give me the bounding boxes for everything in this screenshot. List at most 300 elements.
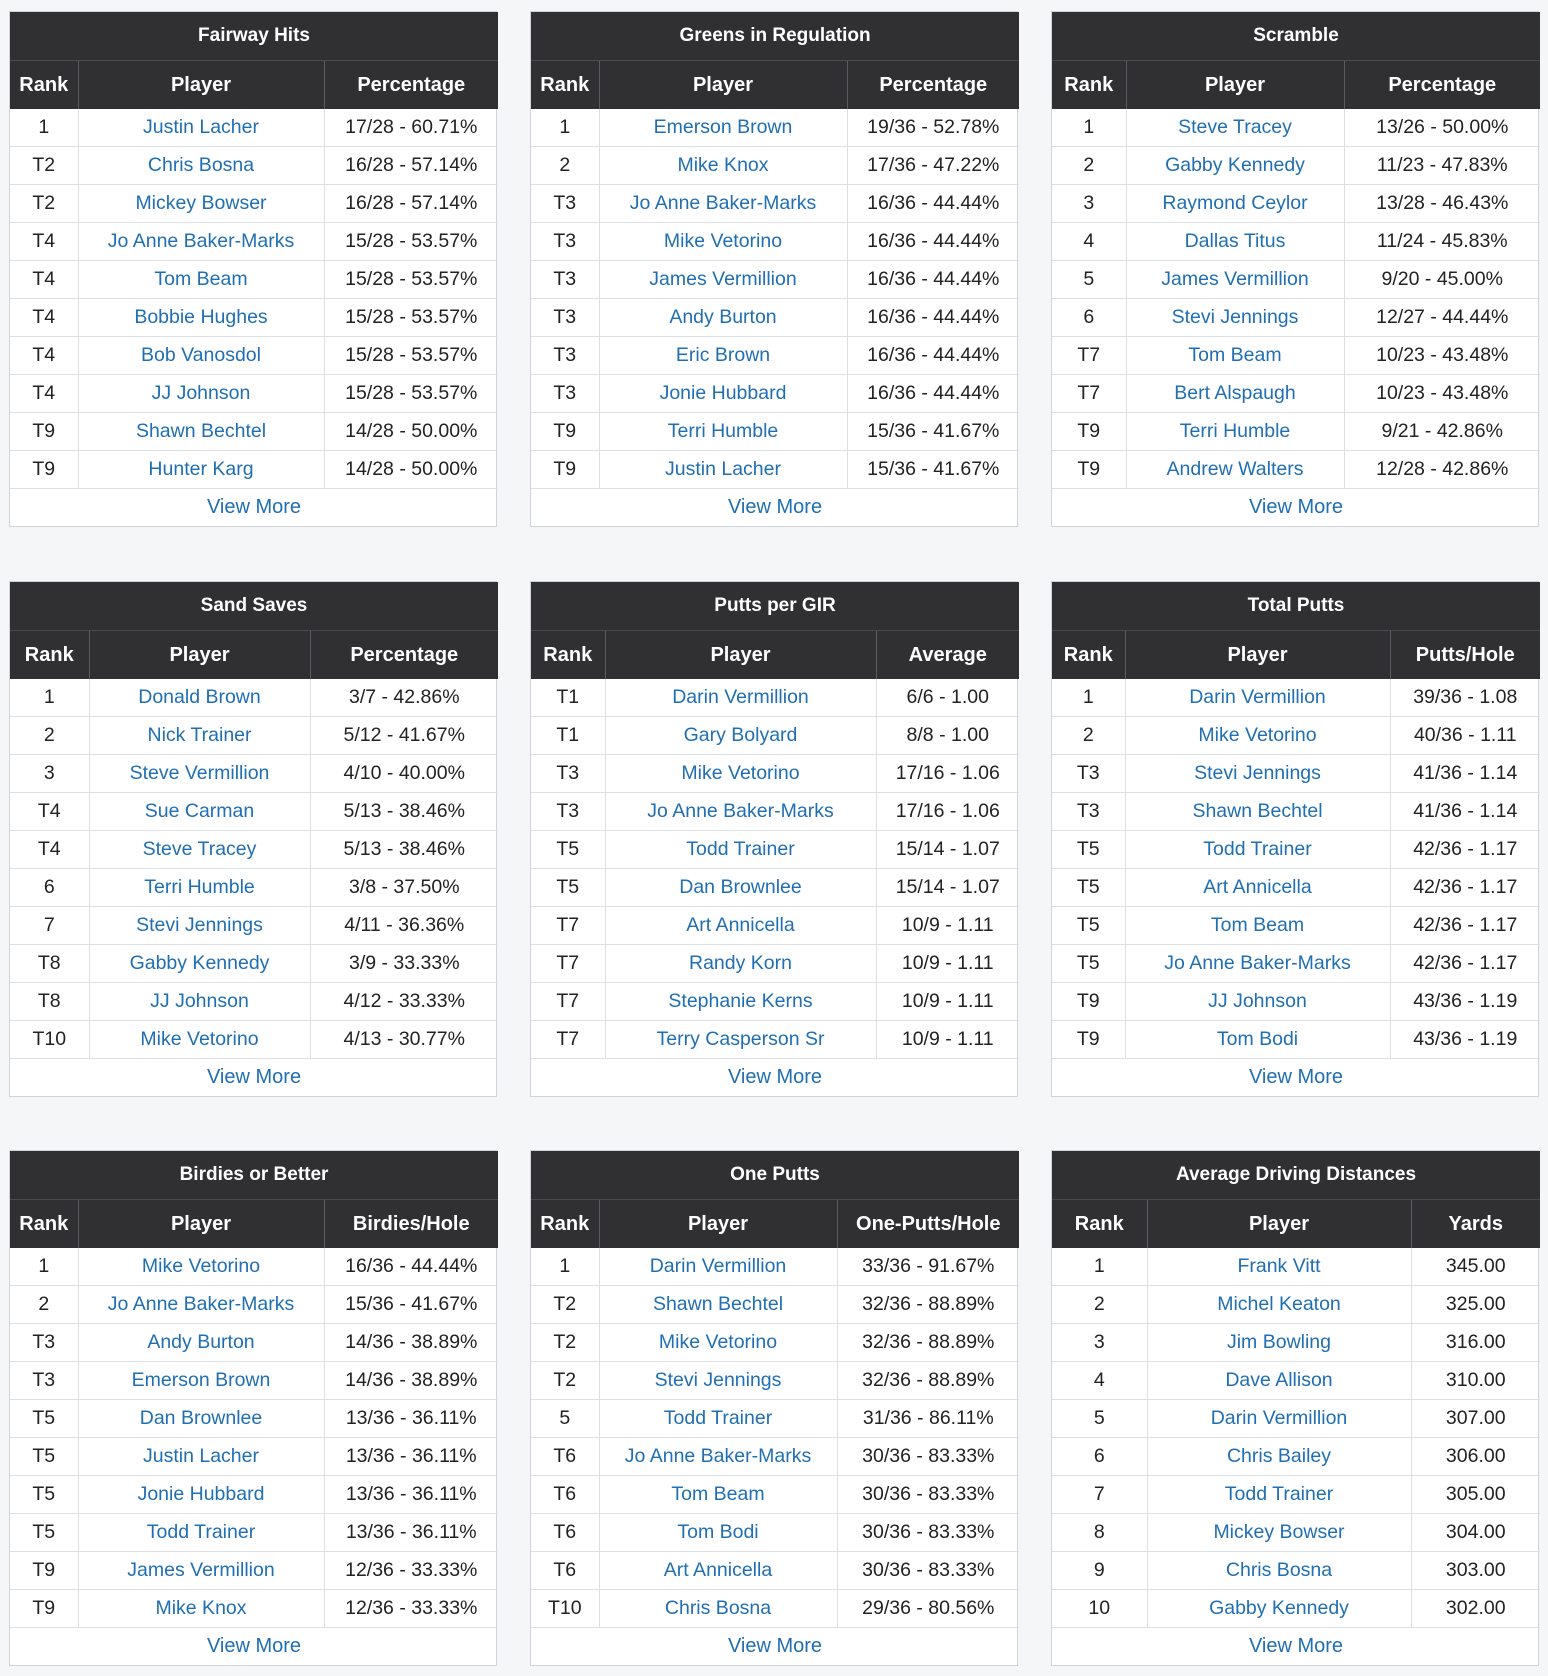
leaderboard-card [1051, 581, 1539, 1097]
leaderboard-title: Birdies or Better [10, 1151, 498, 1200]
column-header-player[interactable]: Player [78, 1200, 324, 1249]
player-link[interactable]: Chris Bosna [599, 1590, 837, 1628]
player-link[interactable]: Jo Anne Baker-Marks [78, 1286, 324, 1324]
table-row [10, 1476, 498, 1514]
player-link[interactable]: Andrew Walters [1126, 451, 1344, 489]
stat-cell: 17/36 - 47.22% [847, 147, 1019, 185]
rank-cell: T5 [531, 869, 605, 907]
rank-cell: T2 [531, 1362, 599, 1400]
view-more-link[interactable]: View More [1248, 1635, 1344, 1657]
table-row [531, 945, 1019, 983]
table-row [10, 375, 498, 413]
table-row [10, 907, 498, 945]
column-header-stat[interactable]: Percentage [324, 61, 498, 110]
table-row [10, 831, 498, 869]
stat-cell: 33/36 - 91.67% [837, 1248, 1019, 1286]
player-link[interactable]: JJ Johnson [89, 983, 310, 1021]
player-link[interactable]: Jo Anne Baker-Marks [78, 223, 324, 261]
rank-cell: T8 [10, 945, 89, 983]
player-link[interactable]: Jim Bowling [1147, 1324, 1411, 1362]
player-link[interactable]: Chris Bosna [78, 147, 324, 185]
player-link[interactable]: Terri Humble [1126, 413, 1344, 451]
player-link[interactable]: Gary Bolyard [605, 717, 876, 755]
column-header-stat[interactable]: One-Putts/Hole [837, 1200, 1019, 1249]
table-row [10, 945, 498, 983]
view-more-link[interactable]: View More [1248, 1066, 1344, 1088]
leaderboard-title: Fairway Hits [10, 12, 498, 61]
player-link[interactable]: Chris Bosna [1147, 1552, 1411, 1590]
table-row [531, 1324, 1019, 1362]
rank-cell: 7 [1052, 1476, 1147, 1514]
player-link[interactable]: Jonie Hubbard [599, 375, 847, 413]
player-link[interactable]: Bobbie Hughes [78, 299, 324, 337]
table-row [531, 907, 1019, 945]
table-row [10, 147, 498, 185]
rank-cell: T4 [10, 299, 78, 337]
player-link[interactable]: Donald Brown [89, 679, 310, 717]
column-header-player[interactable]: Player [89, 631, 310, 680]
table-row [1052, 413, 1540, 451]
player-link[interactable]: Mickey Bowser [78, 185, 324, 223]
table-row [10, 1286, 498, 1324]
stat-cell: 13/36 - 36.11% [324, 1514, 498, 1552]
stat-cell: 10/9 - 1.11 [876, 945, 1019, 983]
player-link[interactable]: Art Annicella [1125, 869, 1390, 907]
rank-cell: T5 [1052, 945, 1125, 983]
rank-cell: T9 [10, 1590, 78, 1628]
stat-cell: 345.00 [1411, 1248, 1540, 1286]
stat-cell: 15/14 - 1.07 [876, 831, 1019, 869]
table-row [1052, 945, 1540, 983]
player-link[interactable]: Hunter Karg [78, 451, 324, 489]
stat-cell: 13/36 - 36.11% [324, 1438, 498, 1476]
rank-cell: 1 [10, 679, 89, 717]
table-row [1052, 299, 1540, 337]
stat-cell: 19/36 - 52.78% [847, 109, 1019, 147]
column-header-player[interactable]: Player [78, 61, 324, 110]
player-link[interactable]: Justin Lacher [599, 451, 847, 489]
column-header-stat[interactable]: Percentage [847, 61, 1019, 110]
player-link[interactable]: Gabby Kennedy [89, 945, 310, 983]
view-more-link[interactable]: View More [1248, 496, 1344, 518]
table-row [1052, 1286, 1540, 1324]
player-link[interactable]: Andy Burton [78, 1324, 324, 1362]
column-header-rank[interactable]: Rank [1052, 631, 1125, 680]
header-row [1052, 61, 1540, 110]
table-row [1052, 1438, 1540, 1476]
player-link[interactable]: Tom Beam [599, 1476, 837, 1514]
table-row [1052, 679, 1540, 717]
column-header-player[interactable]: Player [605, 631, 876, 680]
table-row [531, 983, 1019, 1021]
leaderboard-card [9, 1150, 497, 1666]
view-more-link[interactable]: View More [727, 1635, 823, 1657]
rank-cell: T9 [10, 413, 78, 451]
stat-cell: 30/36 - 83.33% [837, 1514, 1019, 1552]
table-row [10, 717, 498, 755]
player-link[interactable]: James Vermillion [1126, 261, 1344, 299]
player-link[interactable]: Terri Humble [599, 413, 847, 451]
column-header-rank[interactable]: Rank [531, 61, 599, 110]
player-link[interactable]: Shawn Bechtel [1125, 793, 1390, 831]
rank-cell: 1 [1052, 109, 1126, 147]
table-row [10, 413, 498, 451]
player-link[interactable]: Emerson Brown [78, 1362, 324, 1400]
player-link[interactable]: Mike Vetorino [89, 1021, 310, 1059]
player-link[interactable]: Stephanie Kerns [605, 983, 876, 1021]
table-row [531, 755, 1019, 793]
rank-cell: 6 [10, 869, 89, 907]
rank-cell: 5 [1052, 261, 1126, 299]
table-row [531, 185, 1019, 223]
stat-cell: 32/36 - 88.89% [837, 1286, 1019, 1324]
rank-cell: T10 [10, 1021, 89, 1059]
player-link[interactable]: Jo Anne Baker-Marks [599, 1438, 837, 1476]
stat-cell: 12/36 - 33.33% [324, 1590, 498, 1628]
table-row [531, 299, 1019, 337]
player-link[interactable]: Art Annicella [599, 1552, 837, 1590]
rank-cell: T5 [1052, 869, 1125, 907]
player-link[interactable]: Gabby Kennedy [1126, 147, 1344, 185]
stat-cell: 3/9 - 33.33% [310, 945, 498, 983]
stat-cell: 41/36 - 1.14 [1390, 793, 1540, 831]
player-link[interactable]: Steve Tracey [1126, 109, 1344, 147]
player-link[interactable]: Nick Trainer [89, 717, 310, 755]
table-row [1052, 907, 1540, 945]
player-link[interactable]: Todd Trainer [605, 831, 876, 869]
table-row [531, 1476, 1019, 1514]
rank-cell: T3 [531, 185, 599, 223]
player-link[interactable]: Bert Alspaugh [1126, 375, 1344, 413]
column-header-rank[interactable]: Rank [1052, 61, 1126, 110]
table-row [1052, 1248, 1540, 1286]
rank-cell: T7 [531, 945, 605, 983]
table-row [10, 1248, 498, 1286]
stat-cell: 42/36 - 1.17 [1390, 831, 1540, 869]
leaderboard-table [10, 1151, 498, 1665]
player-link[interactable]: Emerson Brown [599, 109, 847, 147]
rank-cell: T3 [531, 337, 599, 375]
player-link[interactable]: Todd Trainer [78, 1514, 324, 1552]
table-row [531, 1438, 1019, 1476]
leaderboard-title: Putts per GIR [531, 582, 1019, 631]
column-header-player[interactable]: Player [1125, 631, 1390, 680]
player-link[interactable]: Stevi Jennings [89, 907, 310, 945]
column-header-stat[interactable]: Birdies/Hole [324, 1200, 498, 1249]
player-link[interactable]: Tom Bodi [1125, 1021, 1390, 1059]
player-link[interactable]: Steve Vermillion [89, 755, 310, 793]
player-link[interactable]: Mike Vetorino [599, 1324, 837, 1362]
player-link[interactable]: Michel Keaton [1147, 1286, 1411, 1324]
rank-cell: T4 [10, 831, 89, 869]
player-link[interactable]: Sue Carman [89, 793, 310, 831]
column-header-rank[interactable]: Rank [10, 631, 89, 680]
player-link[interactable]: Mike Knox [599, 147, 847, 185]
view-more-link[interactable]: View More [727, 1066, 823, 1088]
player-link[interactable]: Terri Humble [89, 869, 310, 907]
rank-cell: 2 [10, 1286, 78, 1324]
stat-cell: 32/36 - 88.89% [837, 1362, 1019, 1400]
stat-cell: 13/26 - 50.00% [1344, 109, 1540, 147]
player-link[interactable]: Frank Vitt [1147, 1248, 1411, 1286]
player-link[interactable]: Tom Beam [78, 261, 324, 299]
rank-cell: 1 [10, 1248, 78, 1286]
stat-cell: 15/36 - 41.67% [847, 413, 1019, 451]
player-link[interactable]: Jo Anne Baker-Marks [605, 793, 876, 831]
rank-cell: T9 [10, 451, 78, 489]
rank-cell: 2 [1052, 147, 1126, 185]
player-link[interactable]: Shawn Bechtel [78, 413, 324, 451]
rank-cell: T10 [531, 1590, 599, 1628]
rank-cell: 7 [10, 907, 89, 945]
stat-cell: 9/20 - 45.00% [1344, 261, 1540, 299]
stat-cell: 15/28 - 53.57% [324, 223, 498, 261]
leaderboard-title: Greens in Regulation [531, 12, 1019, 61]
stat-cell: 40/36 - 1.11 [1390, 717, 1540, 755]
stat-cell: 16/36 - 44.44% [847, 261, 1019, 299]
stat-cell: 14/28 - 50.00% [324, 451, 498, 489]
leaderboard-table [1052, 582, 1540, 1096]
stat-cell: 13/28 - 46.43% [1344, 185, 1540, 223]
player-link[interactable]: Stevi Jennings [1126, 299, 1344, 337]
rank-cell: 2 [531, 147, 599, 185]
stat-cell: 32/36 - 88.89% [837, 1324, 1019, 1362]
table-row [531, 413, 1019, 451]
player-link[interactable]: James Vermillion [599, 261, 847, 299]
column-header-rank[interactable]: Rank [1052, 1200, 1147, 1249]
player-link[interactable]: Jo Anne Baker-Marks [1125, 945, 1390, 983]
stat-cell: 15/36 - 41.67% [847, 451, 1019, 489]
player-link[interactable]: Eric Brown [599, 337, 847, 375]
table-row [531, 261, 1019, 299]
table-row [10, 223, 498, 261]
rank-cell: T5 [10, 1514, 78, 1552]
player-link[interactable]: Justin Lacher [78, 109, 324, 147]
table-row [1052, 1514, 1540, 1552]
table-row [531, 109, 1019, 147]
rank-cell: 3 [1052, 185, 1126, 223]
stat-cell: 31/36 - 86.11% [837, 1400, 1019, 1438]
player-link[interactable]: Dan Brownlee [78, 1400, 324, 1438]
column-header-stat[interactable]: Percentage [310, 631, 498, 680]
player-link[interactable]: James Vermillion [78, 1552, 324, 1590]
rank-cell: 2 [10, 717, 89, 755]
player-link[interactable]: Art Annicella [605, 907, 876, 945]
stat-cell: 10/9 - 1.11 [876, 1021, 1019, 1059]
rank-cell: T5 [10, 1476, 78, 1514]
rank-cell: T9 [1052, 451, 1126, 489]
table-row [10, 1438, 498, 1476]
table-row [1052, 1362, 1540, 1400]
player-link[interactable]: Gabby Kennedy [1147, 1590, 1411, 1628]
rank-cell: 6 [1052, 1438, 1147, 1476]
leaderboard-table [10, 12, 498, 526]
column-header-player[interactable]: Player [599, 61, 847, 110]
rank-cell: T8 [10, 983, 89, 1021]
player-link[interactable]: Tom Beam [1125, 907, 1390, 945]
rank-cell: 2 [1052, 717, 1125, 755]
rank-cell: 5 [1052, 1400, 1147, 1438]
table-row [1052, 451, 1540, 489]
rank-cell: T6 [531, 1476, 599, 1514]
stat-cell: 17/28 - 60.71% [324, 109, 498, 147]
rank-cell: T7 [1052, 337, 1126, 375]
stat-cell: 10/23 - 43.48% [1344, 375, 1540, 413]
view-more-link[interactable]: View More [206, 1066, 302, 1088]
stat-cell: 302.00 [1411, 1590, 1540, 1628]
player-link[interactable]: Mike Vetorino [1125, 717, 1390, 755]
player-link[interactable]: Darin Vermillion [599, 1248, 837, 1286]
stat-cell: 304.00 [1411, 1514, 1540, 1552]
rank-cell: T5 [1052, 831, 1125, 869]
player-link[interactable]: Mike Vetorino [599, 223, 847, 261]
rank-cell: T4 [10, 337, 78, 375]
leaderboard-title: Average Driving Distances [1052, 1151, 1540, 1200]
player-link[interactable]: Darin Vermillion [605, 679, 876, 717]
column-header-player[interactable]: Player [1147, 1200, 1411, 1249]
table-row [1052, 147, 1540, 185]
stat-cell: 15/28 - 53.57% [324, 375, 498, 413]
stat-cell: 39/36 - 1.08 [1390, 679, 1540, 717]
rank-cell: 1 [531, 1248, 599, 1286]
stat-cell: 3/8 - 37.50% [310, 869, 498, 907]
rank-cell: 10 [1052, 1590, 1147, 1628]
player-link[interactable]: Todd Trainer [599, 1400, 837, 1438]
player-link[interactable]: Chris Bailey [1147, 1438, 1411, 1476]
table-row [10, 451, 498, 489]
player-link[interactable]: Tom Bodi [599, 1514, 837, 1552]
stat-cell: 17/16 - 1.06 [876, 793, 1019, 831]
column-header-rank[interactable]: Rank [10, 1200, 78, 1249]
leaderboard-card [530, 11, 1018, 527]
player-link[interactable]: Dan Brownlee [605, 869, 876, 907]
column-header-rank[interactable]: Rank [10, 61, 78, 110]
player-link[interactable]: Mike Knox [78, 1590, 324, 1628]
rank-cell: T7 [531, 907, 605, 945]
table-row [10, 1552, 498, 1590]
table-row [10, 1021, 498, 1059]
rank-cell: T2 [10, 185, 78, 223]
stat-cell: 43/36 - 1.19 [1390, 1021, 1540, 1059]
player-link[interactable]: JJ Johnson [78, 375, 324, 413]
stat-cell: 5/13 - 38.46% [310, 831, 498, 869]
player-link[interactable]: Todd Trainer [1125, 831, 1390, 869]
player-link[interactable]: Shawn Bechtel [599, 1286, 837, 1324]
player-link[interactable]: Dallas Titus [1126, 223, 1344, 261]
player-link[interactable]: Andy Burton [599, 299, 847, 337]
column-header-stat[interactable]: Yards [1411, 1200, 1540, 1249]
column-header-stat[interactable]: Average [876, 631, 1019, 680]
view-more-link[interactable]: View More [727, 496, 823, 518]
player-link[interactable]: Randy Korn [605, 945, 876, 983]
column-header-stat[interactable]: Percentage [1344, 61, 1540, 110]
stat-cell: 10/9 - 1.11 [876, 983, 1019, 1021]
leaderboard-table [531, 12, 1019, 526]
player-link[interactable]: Dave Allison [1147, 1362, 1411, 1400]
player-link[interactable]: Steve Tracey [89, 831, 310, 869]
rank-cell: T3 [531, 755, 605, 793]
rank-cell: T6 [531, 1438, 599, 1476]
leaderboard-table [531, 1151, 1019, 1665]
player-link[interactable]: Stevi Jennings [599, 1362, 837, 1400]
table-row [10, 299, 498, 337]
stat-cell: 30/36 - 83.33% [837, 1552, 1019, 1590]
rank-cell: T6 [531, 1552, 599, 1590]
table-row [10, 983, 498, 1021]
table-row [531, 1248, 1019, 1286]
rank-cell: T9 [1052, 983, 1125, 1021]
player-link[interactable]: Terry Casperson Sr [605, 1021, 876, 1059]
table-row [1052, 1021, 1540, 1059]
table-row [1052, 109, 1540, 147]
stat-cell: 10/23 - 43.48% [1344, 337, 1540, 375]
rank-cell: T5 [10, 1400, 78, 1438]
table-row [1052, 755, 1540, 793]
player-link[interactable]: JJ Johnson [1125, 983, 1390, 1021]
table-row [531, 1552, 1019, 1590]
table-row [1052, 1476, 1540, 1514]
table-row [531, 831, 1019, 869]
column-header-rank[interactable]: Rank [531, 1200, 599, 1249]
header-row [10, 61, 498, 110]
player-link[interactable]: Tom Beam [1126, 337, 1344, 375]
player-link[interactable]: Jo Anne Baker-Marks [599, 185, 847, 223]
rank-cell: T1 [531, 679, 605, 717]
rank-cell: T4 [10, 261, 78, 299]
rank-cell: T9 [10, 1552, 78, 1590]
table-row [531, 1021, 1019, 1059]
table-row [531, 337, 1019, 375]
view-more-link[interactable]: View More [206, 1635, 302, 1657]
stat-cell: 14/28 - 50.00% [324, 413, 498, 451]
column-header-rank[interactable]: Rank [531, 631, 605, 680]
rank-cell: T2 [531, 1324, 599, 1362]
stat-cell: 16/28 - 57.14% [324, 185, 498, 223]
player-link[interactable]: Justin Lacher [78, 1438, 324, 1476]
stat-cell: 4/13 - 30.77% [310, 1021, 498, 1059]
stat-cell: 41/36 - 1.14 [1390, 755, 1540, 793]
player-link[interactable]: Darin Vermillion [1125, 679, 1390, 717]
table-row [10, 1362, 498, 1400]
rank-cell: T3 [531, 223, 599, 261]
player-link[interactable]: Stevi Jennings [1125, 755, 1390, 793]
rank-cell: T2 [531, 1286, 599, 1324]
column-header-stat[interactable]: Putts/Hole [1390, 631, 1540, 680]
leaderboard-title: Scramble [1052, 12, 1540, 61]
stat-cell: 29/36 - 80.56% [837, 1590, 1019, 1628]
player-link[interactable]: Mike Vetorino [78, 1248, 324, 1286]
column-header-player[interactable]: Player [599, 1200, 837, 1249]
view-more-link[interactable]: View More [206, 496, 302, 518]
rank-cell: T3 [10, 1324, 78, 1362]
table-row [10, 337, 498, 375]
rank-cell: 3 [1052, 1324, 1147, 1362]
player-link[interactable]: Mike Vetorino [605, 755, 876, 793]
column-header-player[interactable]: Player [1126, 61, 1344, 110]
rank-cell: 8 [1052, 1514, 1147, 1552]
player-link[interactable]: Darin Vermillion [1147, 1400, 1411, 1438]
rank-cell: T5 [10, 1438, 78, 1476]
player-link[interactable]: Todd Trainer [1147, 1476, 1411, 1514]
rank-cell: 9 [1052, 1552, 1147, 1590]
table-row [1052, 983, 1540, 1021]
leaderboard-card [530, 1150, 1018, 1666]
player-link[interactable]: Raymond Ceylor [1126, 185, 1344, 223]
player-link[interactable]: Jonie Hubbard [78, 1476, 324, 1514]
leaderboard-table [1052, 12, 1540, 526]
player-link[interactable]: Bob Vanosdol [78, 337, 324, 375]
player-link[interactable]: Mickey Bowser [1147, 1514, 1411, 1552]
